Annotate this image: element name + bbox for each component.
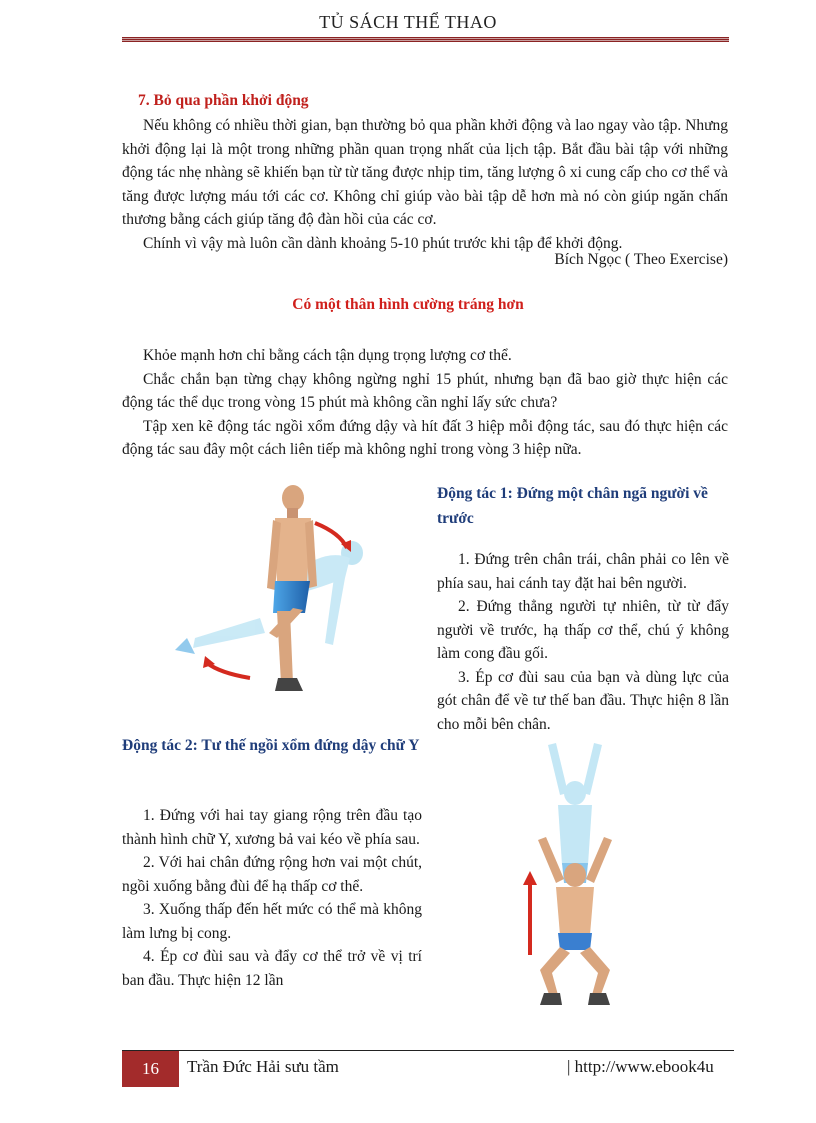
step: 3. Xuống thấp đến hết mức có thể mà không làm lưng bị cong. bbox=[122, 901, 422, 942]
exercise-2-title: Động tác 2: Tư thế ngồi xổm đứng dậy chữ Y bbox=[122, 737, 420, 754]
exercise-1-steps bbox=[437, 548, 729, 736]
footer-divider bbox=[122, 1050, 734, 1051]
author-credit: Bích Ngọc ( Theo Exercise) bbox=[554, 251, 728, 268]
footer-collector: Trần Đức Hải sưu tầm bbox=[187, 1057, 339, 1076]
step: 1. Đứng trên chân trái, chân phải co lên về phía sau, hai cánh tay đặt hai bên người. bbox=[437, 551, 729, 592]
article-title: Có một thân hình cường tráng hơn bbox=[292, 296, 524, 313]
exercise-1-illustration bbox=[165, 478, 415, 723]
article-intro bbox=[122, 344, 728, 462]
step: 2. Đứng thẳng người tự nhiên, từ từ đẩy người về trước, hạ thấp cơ thể, chú ý không làm cong đầu gối. bbox=[437, 598, 729, 662]
step: 4. Ép cơ đùi sau và đẩy cơ thể trở về vị trí ban đầu. Thực hiện 12 lần bbox=[122, 948, 422, 989]
paragraph: Khỏe mạnh hơn chỉ bằng cách tận dụng trọng lượng cơ thể. bbox=[143, 347, 512, 364]
paragraph: Chính vì vậy mà luôn cần dành khoảng 5-10 phút trước khi tập để khởi động. bbox=[143, 234, 623, 252]
exercise-2-steps bbox=[122, 804, 422, 992]
section-7-title: 7. Bỏ qua phần khởi động bbox=[138, 92, 309, 109]
header-divider bbox=[122, 37, 729, 42]
paragraph: Tập xen kẽ động tác ngồi xổm đứng dậy và hít đất 3 hiệp mỗi động tác, sau đó thực hiện các động tác sau đây một cách liên tiếp mà không nghỉ trong vòng 3 hiệp nữa. bbox=[122, 417, 728, 458]
page-number: 16 bbox=[122, 1051, 179, 1087]
paragraph: Nếu không có nhiều thời gian, bạn thường bỏ qua phần khởi động và lao ngay vào tập. Nhưng khởi động lại là một trong những phần quan trọng nhất của lịch tập. Bắt đầu bài tập với những động tác nhẹ nhàng sẽ khiến bạn từ từ tăng được nhịp tim, tăng lượng ô xi cung cấp cho cơ thể và tăng được lượng máu tới các cơ. Không chỉ giúp vào bài tập dễ hơn mà nó còn giúp ngăn chấn thương bằng cách giúp tăng độ đàn hồi của các cơ. bbox=[122, 117, 728, 228]
paragraph: Chắc chắn bạn từng chạy không ngừng nghỉ 15 phút, nhưng bạn đã bao giờ thực hiện các động tác thể dục trong vòng 15 phút mà không cần nghỉ lấy sức chưa? bbox=[122, 370, 728, 411]
footer-url[interactable]: | http://www.ebook4u bbox=[567, 1057, 714, 1076]
header-title: TỦ SÁCH THỂ THAO bbox=[319, 12, 497, 32]
step: 3. Ép cơ đùi sau của bạn và dùng lực của gót chân để về tư thế ban đầu. Thực hiện 8 lần cho mỗi bên chân. bbox=[437, 668, 729, 733]
step: 2. Với hai chân đứng rộng hơn vai một chút, ngồi xuống bằng đùi để hạ thấp cơ thể. bbox=[122, 854, 422, 895]
exercise-1-title: Động tác 1: Đứng một chân ngã người về trước bbox=[437, 485, 708, 527]
step: 1. Đứng với hai tay giang rộng trên đầu tạo thành hình chữ Y, xương bả vai kéo về phía sau. bbox=[122, 807, 422, 848]
section-7-body bbox=[122, 114, 728, 255]
exercise-2-illustration bbox=[490, 735, 660, 1015]
